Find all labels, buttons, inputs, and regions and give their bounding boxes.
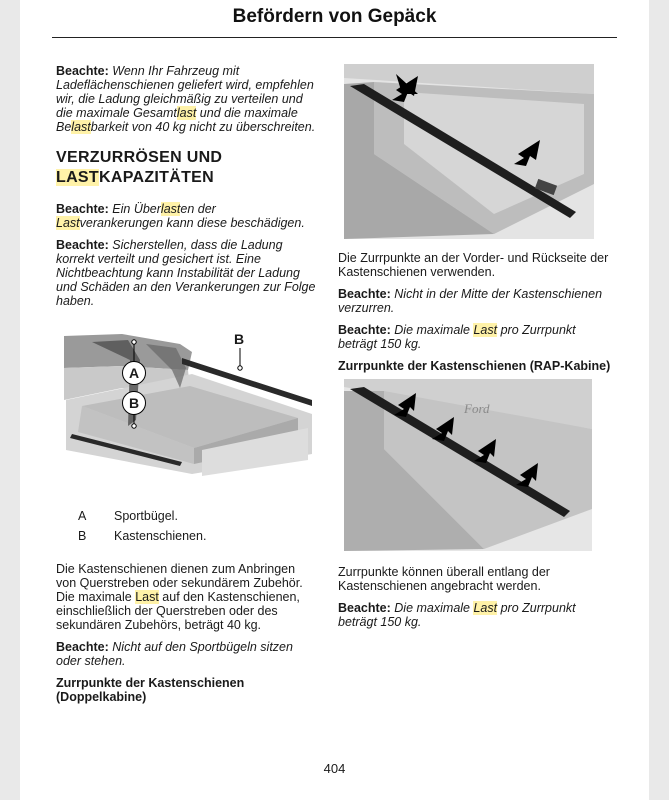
legend-row: A Sportbügel. xyxy=(78,509,178,523)
left-column xyxy=(56,64,316,710)
note-sportbuegel: Beachte: Nicht auf den Sportbügeln sitzen oder stehen. xyxy=(56,640,293,668)
subheading-rap-kabine: Zurrpunkte der Kastenschienen (RAP-Kabine) xyxy=(338,359,611,373)
note-ladung-sichern: Beachte: Sicherstellen, dass die Ladung korrekt verteilt und gesichert ist. Eine Nichtbeachtung kann Instabilität der Ladung und Schäden an den Verankerungen zur Folge haben. xyxy=(56,238,316,308)
manual-page xyxy=(20,0,649,800)
note-nicht-mitte: Beachte: Nicht in der Mitte der Kastenschienen verzurren. xyxy=(338,287,603,315)
callout-b: B xyxy=(122,391,146,415)
body-kastenschienen: Die Kastenschienen dienen zum Anbringen von Querstreben oder sekundärem Zubehör. Die maximale Last auf den Kastenschienen, einschließlich der Querstreben oder des sekundären Zubehörs, beträgt 40 kg. xyxy=(56,562,303,632)
right-column xyxy=(338,64,613,637)
note-max-last-1: Beachte: Die maximale Last pro Zurrpunkt beträgt 150 kg. xyxy=(338,323,576,351)
header-divider xyxy=(52,37,617,38)
callout-b-label: B xyxy=(234,331,245,347)
note-ueberlasten: Beachte: Ein Überlasten der Lastverankerungen kann diese beschädigen. xyxy=(56,202,305,230)
note-max-last-2: Beachte: Die maximale Last pro Zurrpunkt beträgt 150 kg. xyxy=(338,601,576,629)
figure-legend xyxy=(78,506,316,546)
note-gesamtlast: Beachte: Wenn Ihr Fahrzeug mit Ladeflächenschienen geliefert wird, empfehlen wir, die Ladung gleichmäßig zu verteilen und die maximale Gesamtlast und die maximale Belastbarkeit von 40 kg nicht zu überschreiten. xyxy=(56,64,316,134)
truck-bed-figure-sportbar xyxy=(62,330,314,480)
svg-text:Ford: Ford xyxy=(464,401,490,416)
subheading-doppelkabine: Zurrpunkte der Kastenschienen (Doppelkabine) xyxy=(56,676,245,704)
page-title: Befördern von Gepäck xyxy=(232,6,437,27)
truck-bed-figure-rap-kabine xyxy=(344,379,592,551)
body-zurrpunkte-ueberall: Zurrpunkte können überall entlang der Kastenschienen angebracht werden. xyxy=(338,565,550,593)
section-heading: VERZURRÖSEN UND LASTKAPAZITÄTEN xyxy=(56,149,223,186)
page-number: 404 xyxy=(323,761,346,776)
body-zurrpunkte-vorne-hinten: Die Zurrpunkte an der Vorder- und Rückseite der Kastenschienen verwenden. xyxy=(338,251,609,279)
truck-bed-figure-doppelkabine xyxy=(344,64,594,239)
legend-row: B Kastenschienen. xyxy=(78,529,207,543)
callout-a: A xyxy=(122,361,146,385)
